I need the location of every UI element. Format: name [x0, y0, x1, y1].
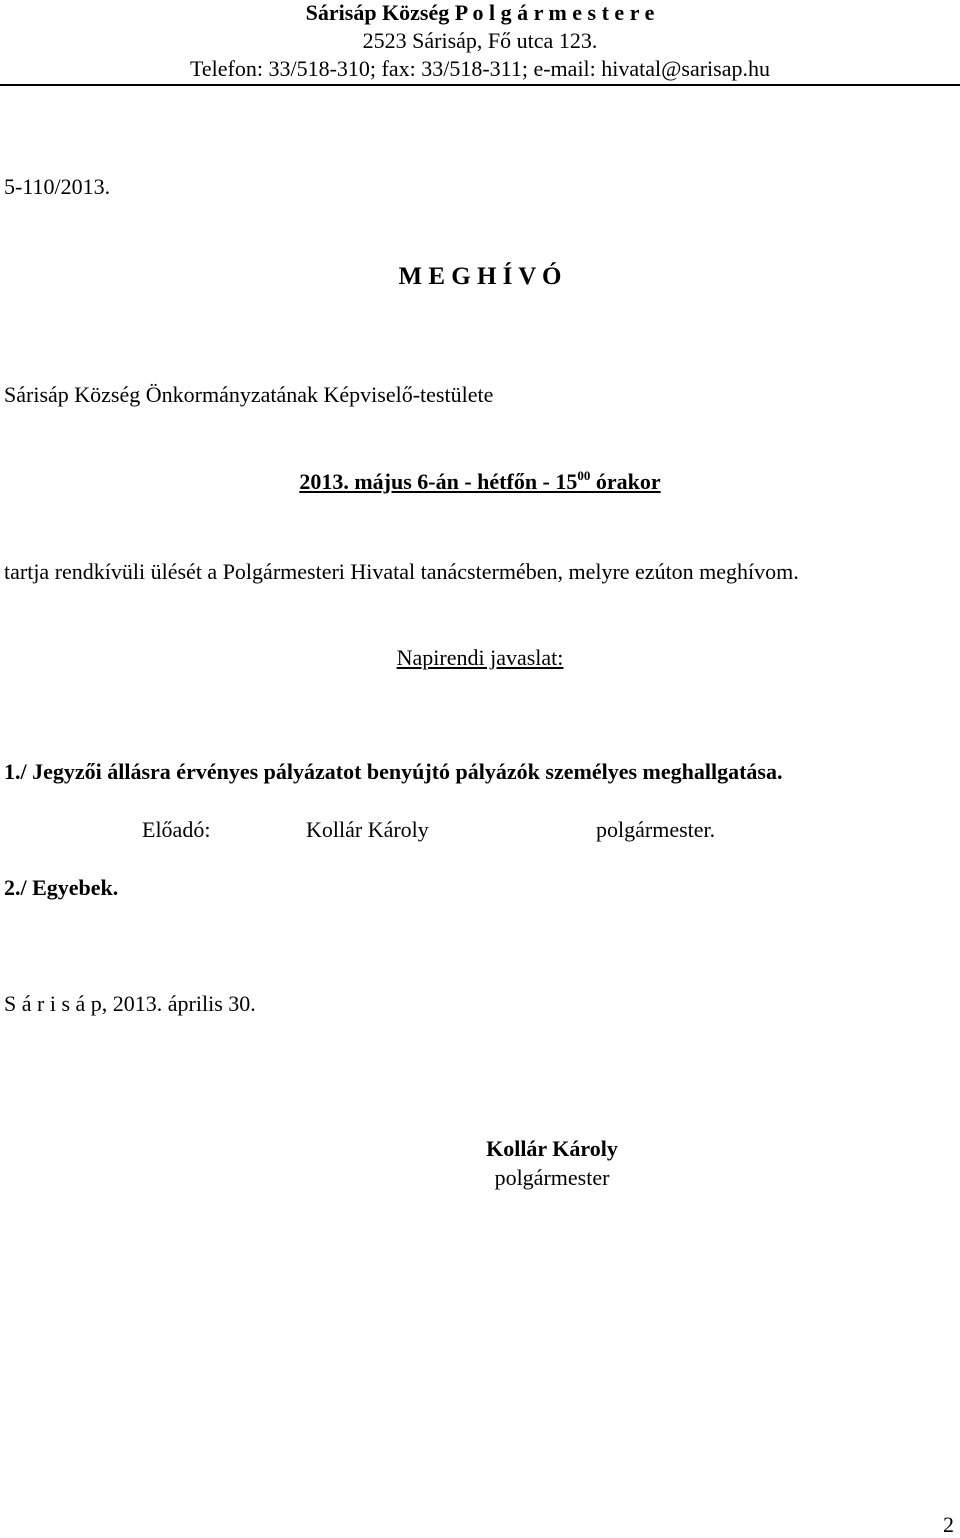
meeting-datetime	[0, 468, 960, 496]
invited-body: Sárisáp Község Önkormányzatának Képviselő-testülete	[4, 382, 494, 407]
signature-name: Kollár Károly	[486, 1136, 618, 1161]
agenda-item-2: 2./ Egyebek.	[4, 875, 119, 900]
letterhead-office: Sárisáp Község P o l g á r m e s t e r e	[305, 0, 655, 25]
document-title: M E G H Í V Ó	[398, 263, 562, 290]
invitation-text: tartja rendkívüli ülését a Polgármesteri Hivatal tanácstermében, melyre ezúton meghívom.	[4, 559, 799, 584]
meeting-date-text: 2013. május 6-án - hétfőn - 15	[299, 469, 578, 494]
signature-role: polgármester	[494, 1165, 610, 1190]
meeting-time-minutes: 00	[577, 468, 591, 483]
letterhead	[0, 0, 960, 86]
agenda-item-1: 1./ Jegyzői állásra érvényes pályázatot benyújtó pályázók személyes meghallgatása.	[4, 759, 783, 784]
meeting-datetime-underlined	[299, 469, 660, 494]
agenda-item-1-presenter-name: Kollár Károly	[306, 817, 429, 842]
meeting-time-suffix: órakor	[595, 469, 661, 494]
page-number: 2	[943, 1512, 954, 1537]
letterhead-contact: Telefon: 33/518-310; fax: 33/518-311; e-mail: hivatal@sarisap.hu	[190, 56, 770, 81]
place-date: S á r i s á p, 2013. április 30.	[4, 991, 256, 1016]
letterhead-address: 2523 Sárisáp, Fő utca 123.	[362, 28, 598, 53]
agenda-heading: Napirendi javaslat:	[396, 645, 564, 670]
agenda-item-1-presenter-label: Előadó:	[142, 817, 211, 842]
reference-number: 5-110/2013.	[4, 174, 111, 199]
agenda-item-1-presenter-role: polgármester.	[596, 817, 716, 842]
